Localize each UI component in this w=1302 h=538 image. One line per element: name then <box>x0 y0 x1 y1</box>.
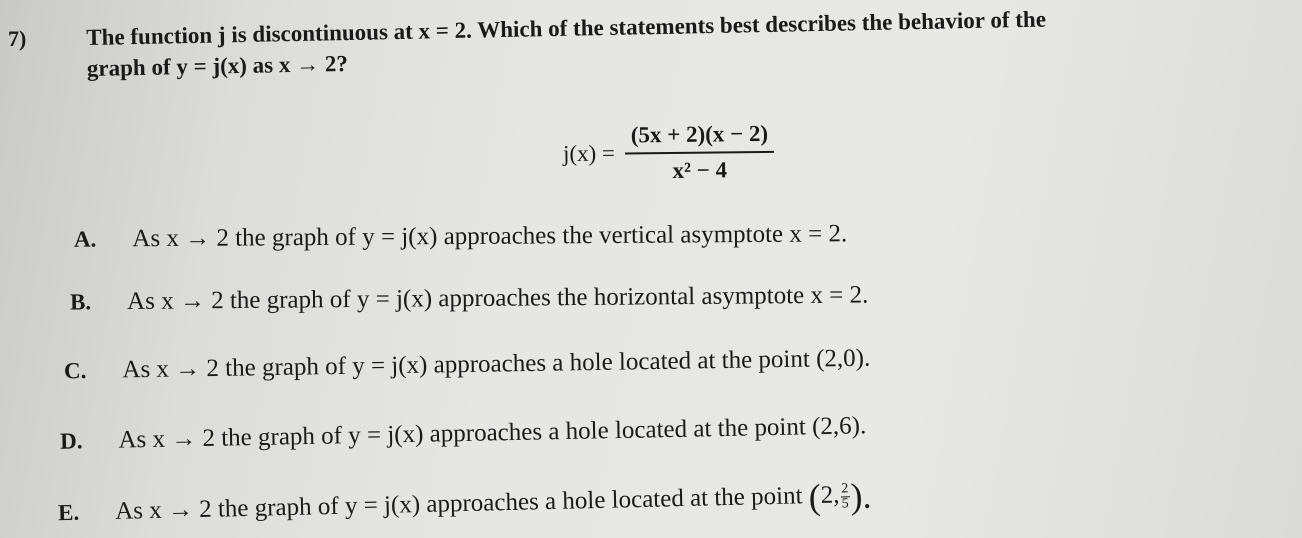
choice-c[interactable] <box>64 345 871 386</box>
choice-text: As x → 2 the graph of y = j(x) approaches a hole located at the point (2,0). <box>122 344 871 384</box>
point-close-paren: ). <box>850 475 872 517</box>
choice-letter: D. <box>59 428 83 454</box>
choice-letter: E. <box>57 499 80 526</box>
choice-text <box>114 475 872 528</box>
choice-d[interactable] <box>60 412 867 455</box>
choice-text: As x → 2 the graph of y = j(x) approaches the vertical asymptote x = 2. <box>132 220 848 253</box>
formula-denominator: x² − 4 <box>672 157 728 183</box>
point-x: 2, <box>820 481 840 509</box>
question-line-2: graph of y = j(x) as x → 2? <box>86 50 349 81</box>
choice-a[interactable] <box>74 220 847 253</box>
formula-fraction <box>625 121 775 185</box>
choice-letter: B. <box>69 289 92 315</box>
question-number: 7) <box>8 26 27 51</box>
question-prompt <box>86 0 1277 84</box>
function-formula <box>563 121 775 185</box>
point-open-paren: ( <box>808 476 822 518</box>
choice-b[interactable] <box>70 282 869 317</box>
choice-text-main: As x → 2 the graph of y = j(x) approaches a hole located at the point <box>114 482 803 525</box>
choice-letter: C. <box>63 357 87 384</box>
formula-lhs: j(x) = <box>562 140 616 167</box>
point-fraction-numerator: 2 <box>841 481 849 497</box>
question-line-1: The function j is discontinuous at x = 2. Which of the statements best describes the behavior of the <box>86 6 1047 50</box>
point-fraction <box>840 482 850 511</box>
choice-text: As x → 2 the graph of y = j(x) approaches a hole located at the point (2,6). <box>118 412 867 454</box>
point-fraction-denominator: 5 <box>841 496 849 512</box>
formula-numerator: (5x + 2)(x − 2) <box>625 121 775 155</box>
choice-letter: A. <box>73 226 97 252</box>
choice-text: As x → 2 the graph of y = j(x) approaches the horizontal asymptote x = 2. <box>126 281 869 315</box>
choice-e[interactable] <box>57 475 872 529</box>
